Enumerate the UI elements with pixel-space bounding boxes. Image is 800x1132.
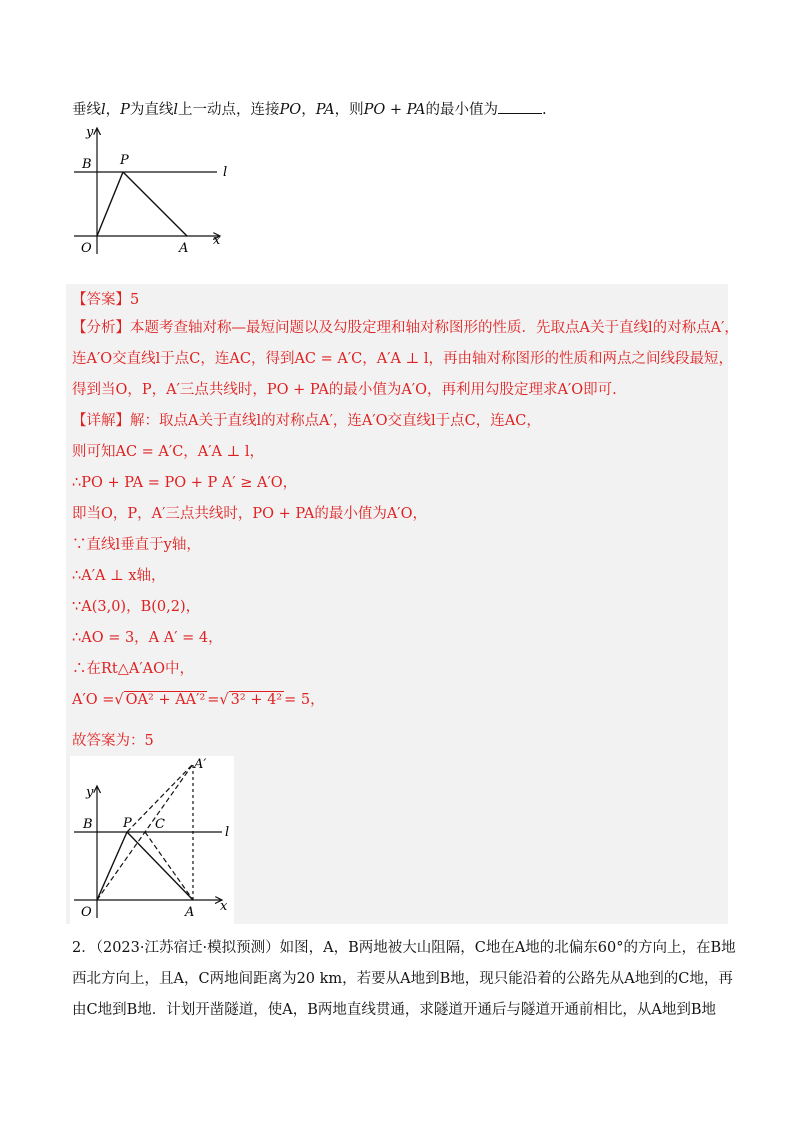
stem-text: . xyxy=(542,102,547,118)
figure1-label-a: A xyxy=(179,241,189,256)
figure1-label-p: P xyxy=(120,153,129,168)
sqrt-symbol: √ xyxy=(219,692,229,708)
stem-text: 上一动点，连接 xyxy=(178,102,280,118)
question2-line-1: 2．（2023·江苏宿迁·模拟预测）如图，A，B两地被大山阻隔，C地在A地的北偏东60°的方向上，在B地 xyxy=(72,940,736,956)
formula-lhs: A′O = xyxy=(72,692,115,708)
figure2-segment-pa xyxy=(127,832,193,900)
figure2-label-p: P xyxy=(123,816,132,831)
formula-radicand-2: 3² + 4² xyxy=(230,692,283,708)
detail-line-1: 【详解】解：取点A关于直线l的对称点A′，连A′O交直线l于点C，连AC， xyxy=(72,413,541,429)
formula-radicand-1: OA² + AA′² xyxy=(125,692,206,708)
figure2-label-o: O xyxy=(81,905,92,920)
detail-line-10 xyxy=(72,690,325,710)
stem-var-l: l xyxy=(101,102,106,118)
final-answer: 故答案为：5 xyxy=(72,733,154,749)
answer-label: 【答案】5 xyxy=(72,292,140,308)
detail-line-7: ∵A(3,0)，B(0,2)， xyxy=(72,599,201,615)
question2-line-2: 西北方向上，且A，C两地间距离为20 km，若要从A地到B地，现只能沿着的公路先从A地到的C地，再 xyxy=(72,971,733,987)
figure2-label-b: B xyxy=(83,817,93,832)
formula-result: = 5， xyxy=(284,692,325,708)
question1-stem xyxy=(72,100,547,120)
figure1-label-x: x xyxy=(213,233,221,248)
question2-line-3: 由C地到B地．计划开凿隧道，使A，B两地直线贯通，求隧道开通后与隧道开通前相比，从A地到B地 xyxy=(72,1002,717,1018)
analysis-line-1: 【分析】本题考查轴对称—最短问题以及勾股定理和轴对称图形的性质．先取点A关于直线l的对称点A′， xyxy=(72,320,739,336)
figure1-label-y: y xyxy=(86,125,94,140)
detail-line-2: 则可知AC = A′C，A′A ⊥ l， xyxy=(72,444,265,460)
detail-line-8: ∴AO = 3，A A′ = 4， xyxy=(72,630,223,646)
stem-text: ，则 xyxy=(334,102,364,118)
detail-line-6: ∴A′A ⊥ x轴， xyxy=(72,568,166,584)
figure1-label-b: B xyxy=(82,157,92,172)
figure1-segment-pa xyxy=(123,172,187,236)
figure2-label-a: A xyxy=(185,905,195,920)
stem-var-po: PO xyxy=(279,102,302,118)
detail-line-4: 即当O，P，A′三点共线时，PO + PA的最小值为A′O， xyxy=(72,506,427,522)
figure2-label-y: y xyxy=(86,785,94,800)
figure2-label-a-prime: A′ xyxy=(194,757,207,772)
figure1-label-o: O xyxy=(81,241,92,256)
detail-line-9: ∴在Rt△A′AO中， xyxy=(72,661,195,677)
figure1-diagram xyxy=(72,120,242,260)
sqrt-symbol: √ xyxy=(114,692,124,708)
stem-text: 的最小值为 xyxy=(425,102,499,118)
stem-text: 垂线 xyxy=(72,102,101,118)
analysis-line-3: 得到当O，P，A′三点共线时，PO + PA的最小值为A′O，再利用勾股定理求A′O即可. xyxy=(72,382,617,398)
analysis-line-2: 连A′O交直线l于点C，连AC，得到AC = A′C，A′A ⊥ l，再由轴对称图形的性质和两点之间线段最短， xyxy=(72,351,733,367)
stem-var-pa: PA xyxy=(315,102,335,118)
figure1-label-l: l xyxy=(223,165,228,180)
answer-blank xyxy=(498,101,542,114)
figure2-label-x: x xyxy=(220,899,228,914)
figure2-diagram xyxy=(70,756,234,924)
figure1-segment-op xyxy=(97,172,123,236)
stem-text: ， xyxy=(105,102,121,118)
figure2-label-c: C xyxy=(155,817,165,832)
detail-line-5: ∵直线l垂直于y轴， xyxy=(72,537,201,553)
stem-var-p: P xyxy=(120,102,130,118)
stem-text: 为直线 xyxy=(129,102,174,118)
stem-var-l: l xyxy=(173,102,179,118)
figure2-dashed-ac xyxy=(145,832,193,900)
formula-eq: = xyxy=(207,692,220,708)
figure2-label-l: l xyxy=(225,825,230,840)
figure2-segment-op xyxy=(97,832,127,900)
stem-text: ， xyxy=(301,102,316,118)
stem-expr: PO + PA xyxy=(363,102,426,118)
detail-line-3: ∴PO + PA = PO + P A′ ≥ A′O， xyxy=(72,475,298,491)
